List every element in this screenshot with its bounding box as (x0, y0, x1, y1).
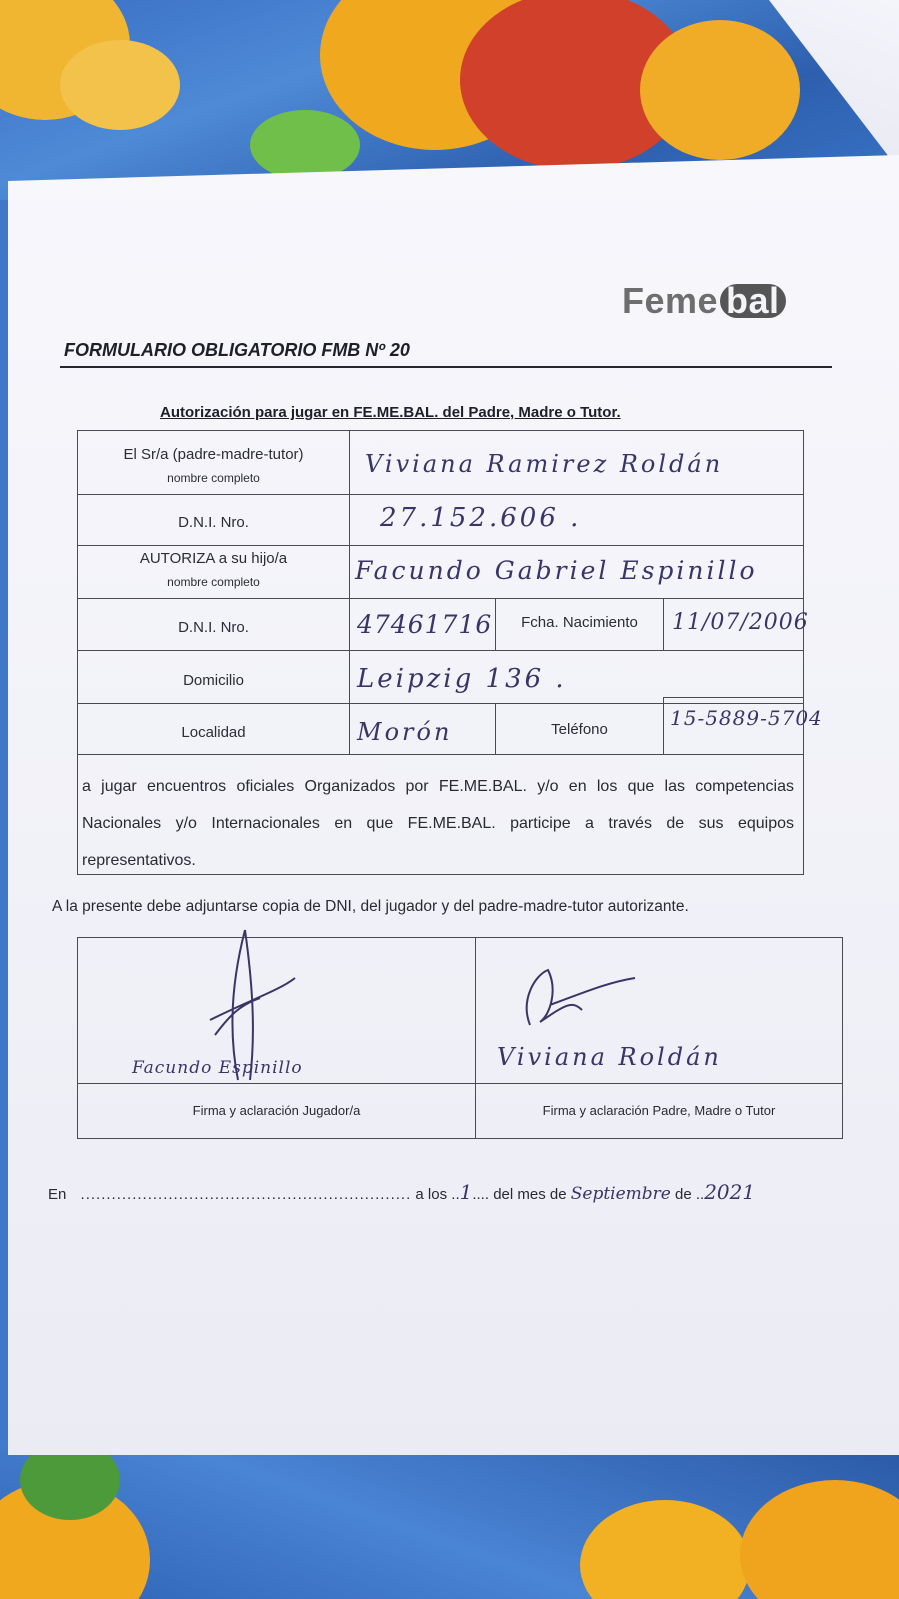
city-value: Morón (357, 718, 453, 746)
dni-note: A la presente debe adjuntarse copia de DNI, del jugador y del padre-madre-tutor autorizante. (52, 898, 689, 915)
form-subtitle: Autorización para jugar en FE.ME.BAL. del Padre, Madre o Tutor. (160, 404, 621, 421)
parent-dni-value: 27.152.606 . (380, 503, 582, 533)
child-dni-label: D.N.I. Nro. (178, 619, 249, 636)
day-value: 1 (459, 1180, 473, 1204)
place-dots: ................................................................ (80, 1186, 412, 1203)
player-signature-label: Firma y aclaración Jugador/a (192, 1103, 361, 1118)
child-name-value: Facundo Gabriel Espinillo (355, 556, 758, 585)
date-line (48, 1180, 755, 1204)
date-de: de .. (675, 1186, 705, 1203)
authorization-paragraph: a jugar encuentros oficiales Organizados por FE.ME.BAL. y/o en los que las competencias Nacionales y/o Internacionales en que FE.ME.BAL. participe a través de sus equipos representativos. (82, 778, 794, 869)
phone-value: 15-5889-5704 (670, 706, 823, 730)
phone-label: Teléfono (551, 721, 608, 738)
child-label: AUTORIZA a su hijo/a nombre completo (78, 550, 349, 589)
birth-date-label: Fcha. Nacimiento (521, 614, 638, 631)
city-label: Localidad (181, 724, 246, 741)
parent-signature (510, 960, 660, 1040)
parent-signature-label: Firma y aclaración Padre, Madre o Tutor (542, 1103, 776, 1118)
date-en: En (48, 1186, 67, 1203)
birth-date-value: 11/07/2006 (672, 610, 809, 635)
parent-dni-label: D.N.I. Nro. (178, 514, 249, 531)
child-dni-value: 47461716 (357, 610, 493, 639)
day-dots: .... (472, 1186, 490, 1203)
title-rule (60, 366, 832, 368)
form-title: FORMULARIO OBLIGATORIO FMB Nº 20 (64, 340, 410, 360)
year-value: 2021 (704, 1180, 756, 1204)
parent-sublabel: nombre completo (167, 471, 260, 485)
address-value: Leipzig 136 . (357, 664, 567, 694)
child-sublabel: nombre completo (167, 575, 260, 589)
parent-name-value: Viviana Ramirez Roldán (365, 450, 724, 478)
player-written-name: Facundo Espinillo (132, 1058, 303, 1078)
parent-written-name: Viviana Roldán (497, 1043, 722, 1071)
month-value: Septiembre (570, 1184, 671, 1204)
date-a-los: a los .. (415, 1186, 460, 1203)
date-del-mes: del mes de (493, 1186, 567, 1203)
femebal-logo: Feme bal (622, 280, 786, 322)
parent-label: El Sr/a (padre-madre-tutor) nombre completo (78, 446, 349, 485)
address-label: Domicilio (183, 672, 244, 689)
